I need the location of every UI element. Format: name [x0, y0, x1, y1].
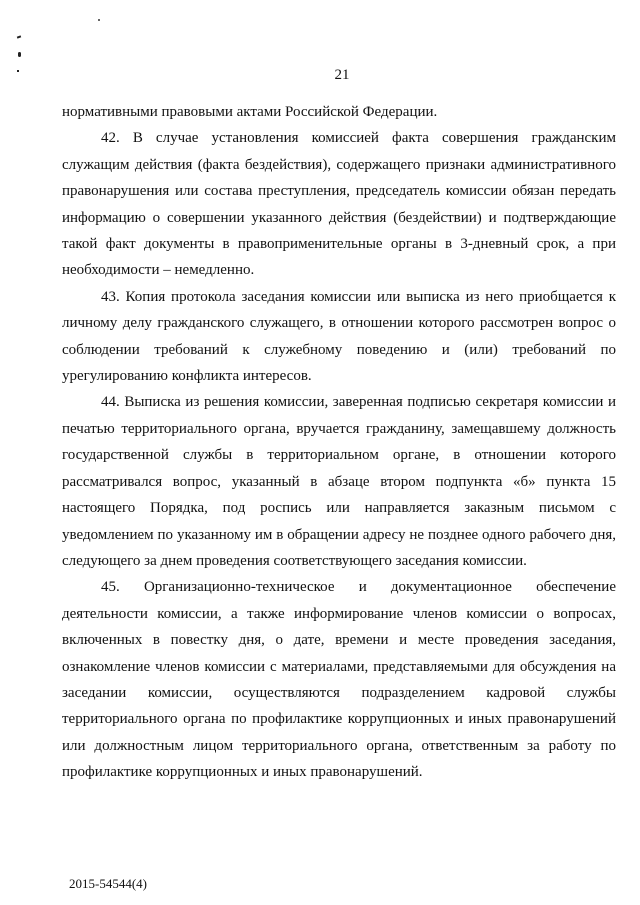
paragraph-43: 43. Копия протокола заседания комиссии или выписка из него приобщается к личному делу гражданского служащего, в отношении которого рассмотрен вопрос о соблюдении требований к служебному поведению и (или) требований по урегулированию конфликта интересов. — [62, 288, 616, 385]
scan-mark — [17, 70, 19, 72]
page-number: 21 — [334, 67, 350, 83]
document-code: 2015-54544(4) — [69, 876, 147, 891]
paragraph-45: 45. Организационно-техническое и документационное обеспечение деятельности комиссии, а также информирование членов комиссии о вопросах, включенных в повестку дня, о дате, времени и месте проведения заседания, ознакомление членов комиссии с материалами, представляемыми для обсуждения на заседании комиссии, осуществляются подразделением кадровой службы территориального органа по профилактике коррупционных и иных правонарушений или должностным лицом территориального органа, ответственным за работу по профилактике коррупционных и иных правонарушений. — [62, 579, 616, 781]
paragraph-42: 42. В случае установления комиссией факта совершения гражданским служащим действия (факта бездействия), содержащего признаки административного правонарушения или состава преступления, председатель комиссии обязан передать информацию о совершении указанного действия (бездействии) и подтверждающие такой факт документы в правоприменительные органы в 3-дневный срок, а при необходимости – немедленно. — [62, 130, 616, 279]
scan-mark — [98, 19, 100, 21]
paragraph-44: 44. Выписка из решения комиссии, заверенная подписью секретаря комиссии и печатью территориального органа, вручается гражданину, замещавшему должность государственной службы в территориальном органе, в отношении которого рассматривался вопрос, указанный в абзаце втором подпункта «б» пункта 15 настоящего Порядка, под роспись или направляется заказным письмом с уведомлением по указанному им в обращении адресу не позднее одного рабочего дня, следующего за днем проведения соответствующего заседания комиссии. — [62, 394, 616, 569]
scan-mark — [17, 35, 21, 38]
document-body — [62, 99, 616, 786]
scan-mark — [18, 52, 21, 57]
paragraph-continuation: нормативными правовыми актами Российской Федерации. — [62, 104, 438, 120]
